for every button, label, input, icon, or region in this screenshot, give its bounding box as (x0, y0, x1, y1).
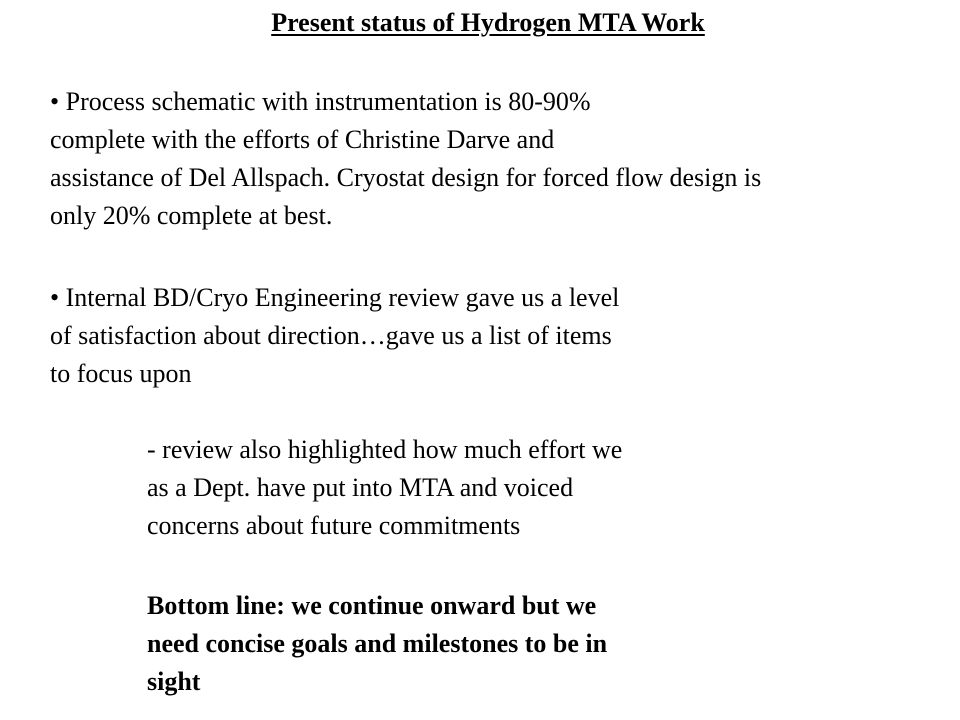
text-line: • Process schematic with instrumentation is 80-90% (50, 87, 591, 116)
text-line: • Internal BD/Cryo Engineering review gave us a level (50, 283, 620, 312)
text-line: only 20% complete at best. (50, 201, 333, 230)
bullet-process-schematic (50, 83, 761, 235)
slide-title: Present status of Hydrogen MTA Work (271, 8, 705, 37)
review-subnote (147, 431, 622, 545)
text-line: complete with the efforts of Christine Darve and (50, 125, 555, 154)
bottom-line-statement (147, 587, 607, 701)
text-line: sight (147, 667, 201, 696)
text-line: Bottom line: we continue onward but we (147, 591, 597, 620)
text-line: as a Dept. have put into MTA and voiced (147, 473, 574, 502)
text-line: of satisfaction about direction…gave us a list of items (50, 321, 612, 350)
text-line: concerns about future commitments (147, 511, 521, 540)
text-line: to focus upon (50, 359, 192, 388)
text-line: need concise goals and milestones to be in (147, 629, 608, 658)
text-line: - review also highlighted how much effort we (147, 435, 623, 464)
text-line: assistance of Del Allspach. Cryostat design for forced flow design is (50, 163, 762, 192)
bullet-engineering-review (50, 279, 619, 393)
